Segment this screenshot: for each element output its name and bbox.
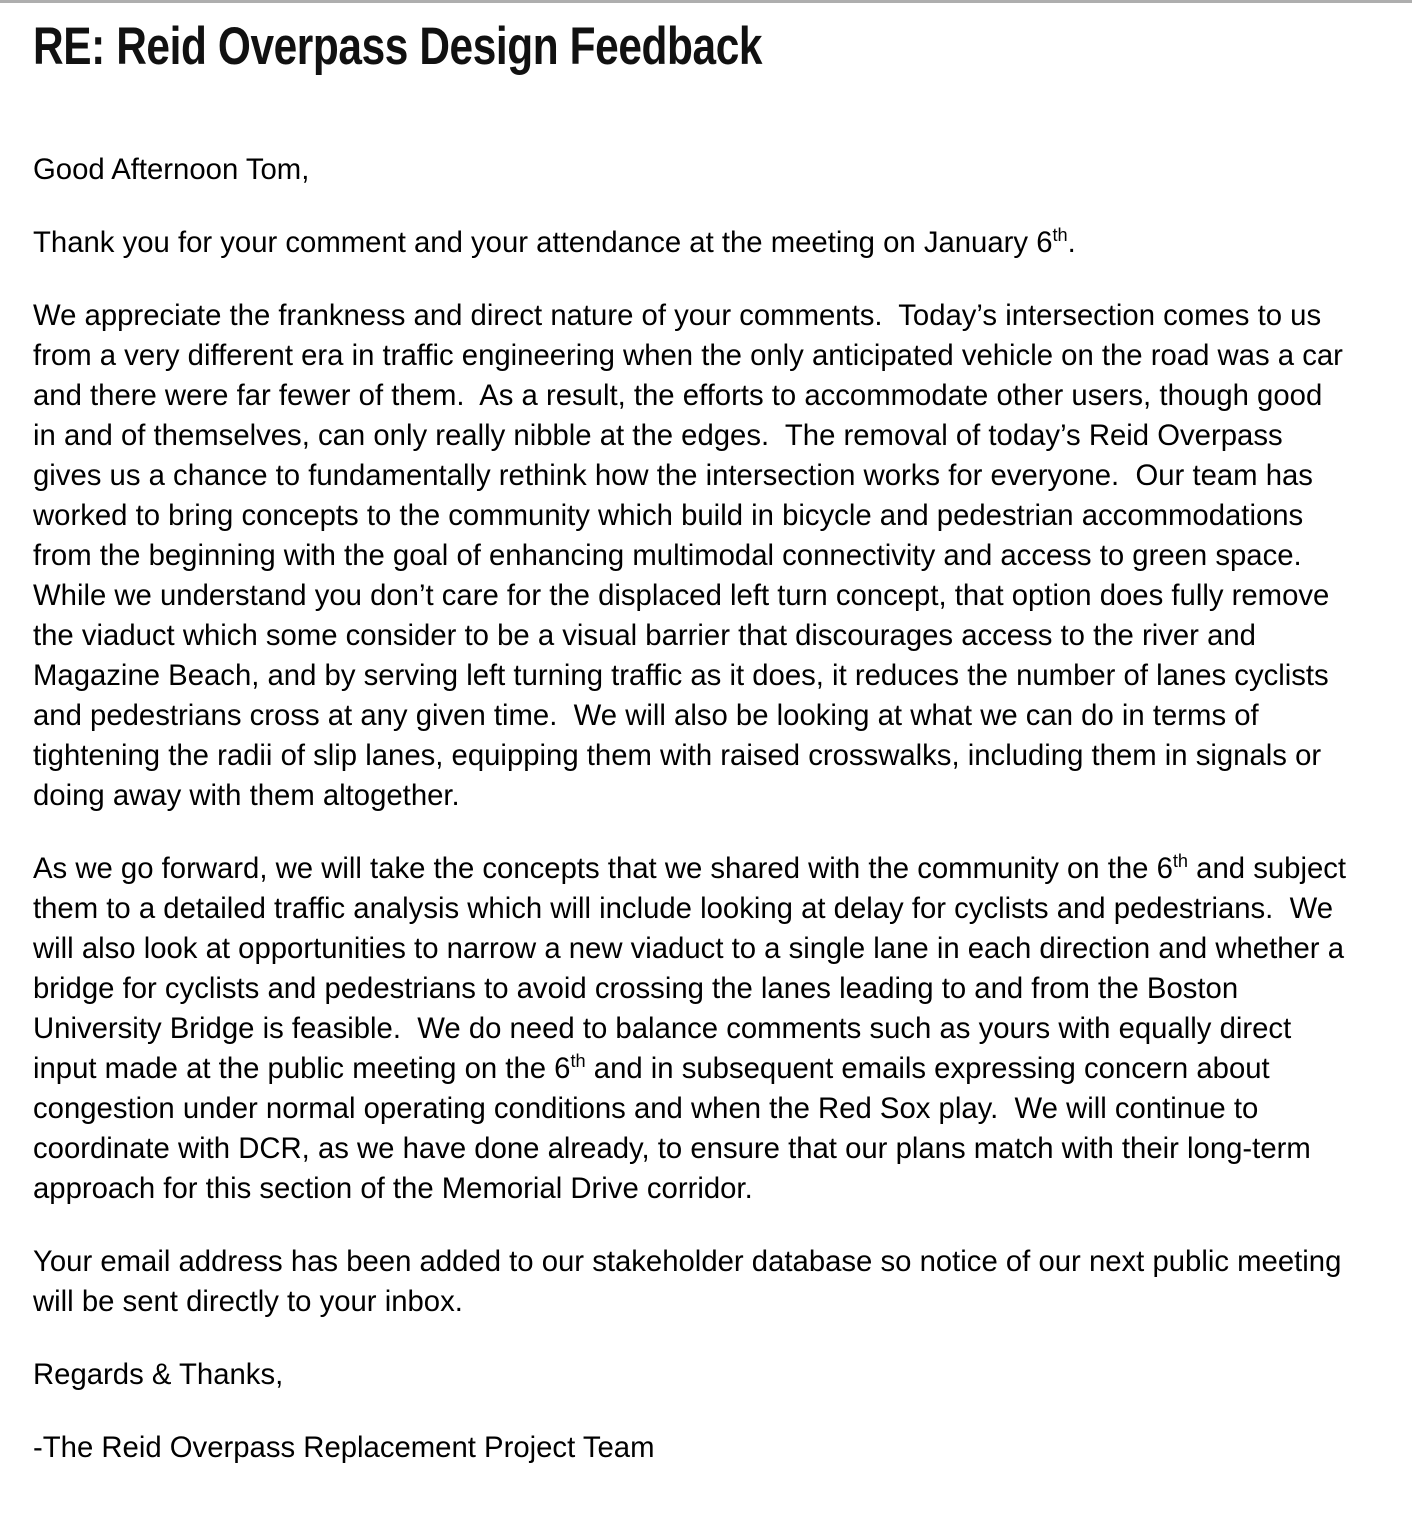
email-subject: RE: Reid Overpass Design Feedback	[33, 17, 763, 76]
ordinal-superscript: th	[570, 1051, 586, 1072]
text-segment: As we go forward, we will take the concepts that we shared with the community on the 6	[33, 851, 1173, 885]
text-segment: We appreciate the frankness and direct nature of your comments. Today’s intersection comes to us from a very different era in traffic engineering when the only anticipated vehicle on the road was a car and there were far fewer of them. As a result, the efforts to accommodate other users, though good in and of themselves, can only really nibble at the edges. The removal of today’s Reid Overpass gives us a chance to fundamentally rethink how the intersection works for everyone. Our team has worked to bring concepts to the community which build in bicycle and pedestrian accommodations from the beginning with the goal of enhancing multimodal connectivity and access to green space. While we understand you don’t care for the displaced left turn concept, that option does fully remove the viaduct which some consider to be a visual barrier that discourages access to the river and Magazine Beach, and by serving left turning traffic as it does, it reduces the number of lanes cyclists and pedestrians cross at any given time. We will also be looking at what we can do in terms of tightening the radii of slip lanes, equipping them with raised crosswalks, including them in signals or doing away with them altogether.	[33, 298, 1352, 812]
greeting-line: Good Afternoon Tom,	[33, 152, 310, 186]
text-segment: and in subsequent emails expressing concern about congestion under normal operating conditions and when the Red Sox play. We will continue to coordinate with DCR, as we have done already, to ensure that our plans match with their long-term approach for this section of the Memorial Drive corridor.	[33, 1051, 1319, 1205]
top-border	[0, 0, 1412, 3]
ordinal-superscript: th	[1172, 851, 1189, 872]
ordinal-superscript: th	[1052, 225, 1068, 246]
text-segment: and subject them to a detailed traffic analysis which will include looking at delay for cyclists and pedestrians. We will also look at opportunities to narrow a new viaduct to a single lane in each direction and whether a bridge for cyclists and pedestrians to avoid crossing the lanes leading to and from the Boston University Bridge is feasible. We do need to balance comments such as yours with equally direct input made at the public meeting on the 6	[33, 851, 1355, 1085]
text-segment: Thank you for your comment and your attendance at the meeting on January 6	[33, 225, 1053, 259]
closing-line: Regards & Thanks,	[33, 1357, 284, 1391]
paragraph-thank-you	[33, 223, 1351, 263]
text-segment: .	[1067, 225, 1076, 259]
paragraph-stakeholder-database	[33, 1242, 1351, 1322]
email-body	[0, 17, 1412, 1528]
paragraph-appreciate-comments	[33, 296, 1351, 816]
paragraph-going-forward	[33, 849, 1355, 1209]
text-segment: Your email address has been added to our stakeholder database so notice of our next public meeting will be sent directly to your inbox.	[33, 1244, 1350, 1318]
signature-line: -The Reid Overpass Replacement Project Team	[33, 1430, 655, 1464]
